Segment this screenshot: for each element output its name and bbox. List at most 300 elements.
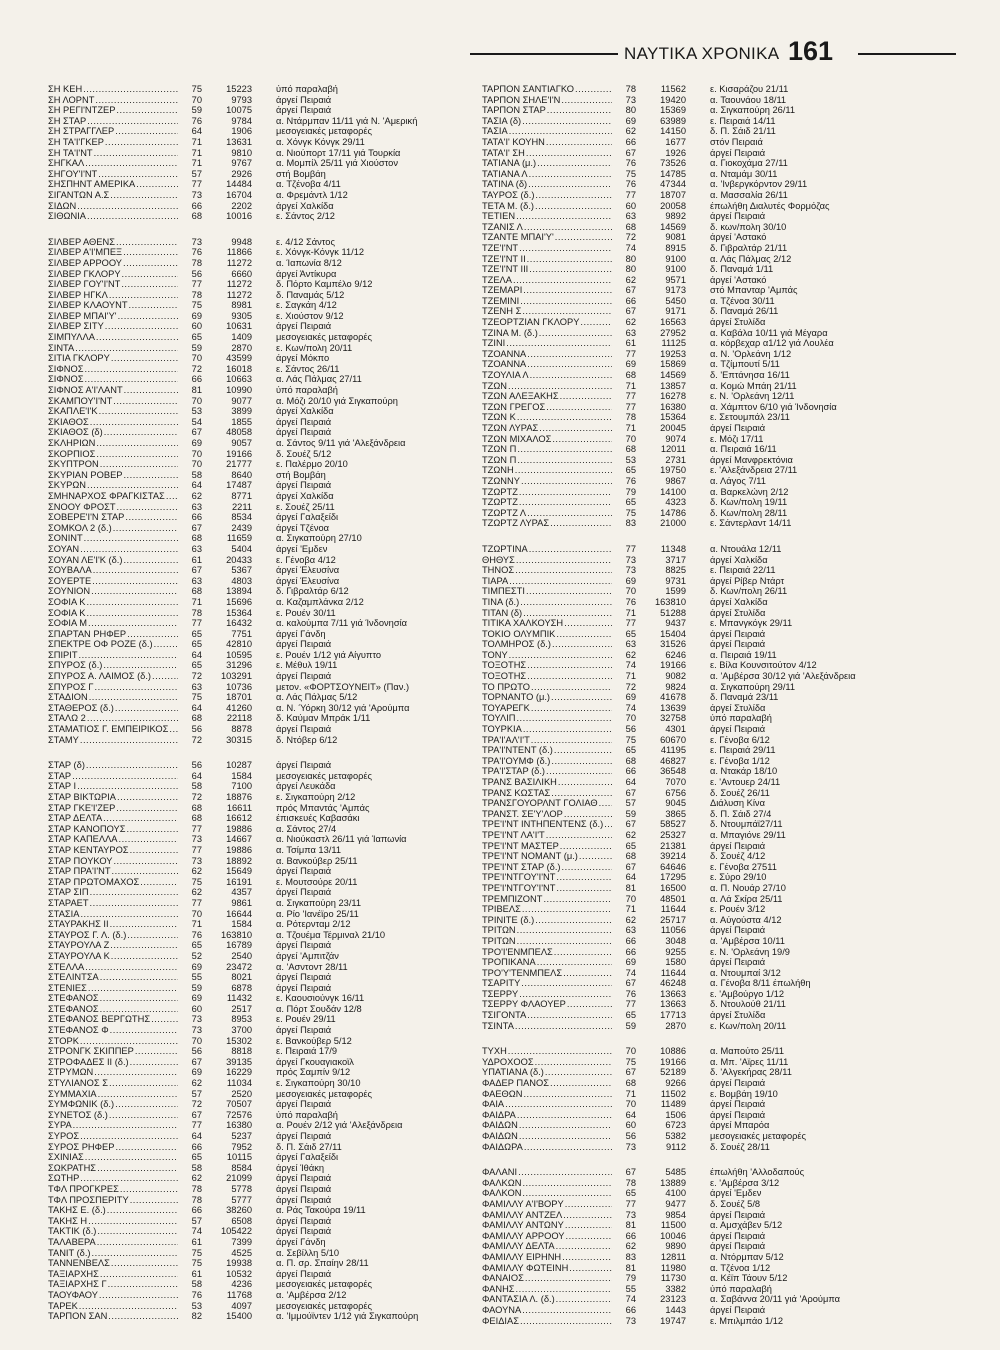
build-year: 65 xyxy=(625,497,636,508)
ship-name xyxy=(48,1067,178,1078)
ship-row xyxy=(48,364,466,375)
ship-name xyxy=(482,1067,612,1078)
ship-row xyxy=(482,1316,900,1327)
ship-status: ε. 'Αλεξάνδρεια 27/11 xyxy=(710,465,798,476)
ship-name xyxy=(482,243,612,254)
ship-row xyxy=(482,137,900,148)
ship-name-text: ΣΗ ΛΟΡΝΤ xyxy=(48,94,95,105)
ship-name-text: ΤΡΟΠΙΚΑΝΑ xyxy=(482,957,536,968)
ship-name xyxy=(48,1269,178,1280)
ship-status: δ. Π. Σάιδ 27/4 xyxy=(710,808,772,819)
ship-name-text: ΤΙΤΑΝ (δ) xyxy=(482,607,523,618)
ship-status: άργεί Ίθάκη xyxy=(276,1162,325,1173)
ship-name xyxy=(48,269,178,280)
build-year: 73 xyxy=(625,1209,636,1220)
tonnage: 11659 xyxy=(226,533,252,544)
ship-name xyxy=(48,565,178,576)
ship-name xyxy=(482,968,612,979)
ship-row xyxy=(48,396,466,407)
ship-name-text: ΣΤΑΡ ΚΑΠΕΛΛΑ xyxy=(48,834,118,845)
build-year: 65 xyxy=(625,745,636,756)
ship-name-text: ΣΤΕΦΑΝΟΣ ΒΕΡΓΩΤΗΣ xyxy=(48,1014,151,1025)
ship-row xyxy=(482,84,900,95)
ship-name xyxy=(48,909,178,920)
ship-name xyxy=(482,1241,612,1252)
tonnage: 16612 xyxy=(226,813,252,824)
ship-status: άργεί Χαλκίδα xyxy=(710,554,768,565)
build-year: 59 xyxy=(625,1020,636,1031)
ship-name-text: ΣΤΑΡ Ι xyxy=(48,781,77,792)
tonnage: 2870 xyxy=(231,342,252,353)
tonnage: 9477 xyxy=(665,1198,686,1209)
ship-row xyxy=(48,1142,466,1153)
ship-name-text: ΤΖΕΜΑΡΙ xyxy=(482,285,523,296)
tonnage: 9255 xyxy=(665,946,686,957)
tonnage: 5450 xyxy=(665,295,686,306)
ship-status: ε. Σύρο 29/10 xyxy=(710,872,767,883)
build-year: 60 xyxy=(625,200,636,211)
ship-row xyxy=(48,1205,466,1216)
ship-row xyxy=(482,487,900,498)
build-year: 69 xyxy=(625,359,636,370)
ship-row xyxy=(48,983,466,994)
tonnage: 1580 xyxy=(665,957,686,968)
tonnage: 14785 xyxy=(660,168,686,179)
tonnage: 18701 xyxy=(226,692,252,703)
build-year: 77 xyxy=(191,618,202,629)
ship-row xyxy=(48,321,466,332)
ship-name xyxy=(482,872,612,883)
ship-name xyxy=(482,660,612,671)
ship-name xyxy=(482,518,612,529)
tonnage: 8825 xyxy=(665,565,686,576)
build-year: 79 xyxy=(625,486,636,497)
build-year: 75 xyxy=(191,84,202,94)
ship-name-text: ΤΑΤΙΝΑ (δ) xyxy=(482,179,528,190)
tonnage: 4803 xyxy=(231,575,252,586)
ship-name xyxy=(482,169,612,180)
build-year: 71 xyxy=(625,904,636,915)
ship-name xyxy=(48,898,178,909)
ship-row xyxy=(48,512,466,523)
ship-status: ε. Σετουμπάλ 23/11 xyxy=(710,412,790,423)
tonnage: 15369 xyxy=(660,105,686,116)
ship-name xyxy=(482,137,612,148)
ship-status: πρός Μπαντάς 'Αμπάς xyxy=(276,802,370,813)
tonnage: 10595 xyxy=(226,649,252,660)
ship-name xyxy=(482,978,612,989)
ship-name-text: ΣΥΡΑ xyxy=(48,1120,72,1131)
build-year: 71 xyxy=(191,147,202,158)
ship-name xyxy=(48,321,178,332)
ship-name-text: ΥΔΡΟΧΟΟΣ xyxy=(482,1056,534,1067)
ship-status: α. 'Αμβέρσα 2/12 xyxy=(276,1289,347,1300)
tonnage: 19886 xyxy=(226,844,252,855)
tonnage: 8534 xyxy=(231,512,252,523)
tonnage: 63989 xyxy=(660,115,686,126)
tonnage: 23123 xyxy=(660,1294,686,1305)
ship-status: άργεί 'Αμπιτζάν xyxy=(276,950,339,961)
ship-name xyxy=(482,349,612,360)
tonnage: 9266 xyxy=(665,1078,686,1089)
ship-name-text: ΤΖΩΡΤΖ Λ xyxy=(482,507,527,518)
ship-row xyxy=(48,385,466,396)
ship-status: α. Τζένοα 30/11 xyxy=(710,295,775,306)
ship-name xyxy=(48,983,178,994)
build-year: 65 xyxy=(191,660,202,671)
ship-name xyxy=(48,597,178,608)
ship-name-text: ΣΙΔΩΝ xyxy=(48,200,77,211)
ship-row xyxy=(48,427,466,438)
ship-name xyxy=(482,1178,612,1189)
ship-name-text: ΘΗΘΥΣ xyxy=(482,554,515,565)
ship-row xyxy=(48,781,466,792)
tonnage: 9767 xyxy=(231,158,252,169)
ship-name-text: ΣΙΛΒΕΡ ΗΓΚΛ xyxy=(48,289,108,300)
build-year: 80 xyxy=(625,264,636,275)
ship-row xyxy=(482,639,900,650)
ship-name xyxy=(48,940,178,951)
ship-row xyxy=(48,586,466,597)
build-year: 65 xyxy=(625,840,636,851)
ship-status: α. κόρβεχαρ α1/12 γιά Λουλέα xyxy=(710,338,834,349)
ship-row xyxy=(48,544,466,555)
ship-name xyxy=(482,190,612,201)
ship-name xyxy=(48,1237,178,1248)
ship-name-text: ΤΖΩΝ ΑΛΕΞΑΚΗΣ xyxy=(482,391,559,402)
ship-name xyxy=(482,1021,612,1032)
ship-name-text: ΣΤΑΡ ΠΡΩΤΟΜΑΧΟΣ xyxy=(48,876,140,887)
ship-status: στή Βομβάη xyxy=(276,469,326,480)
tonnage: 15364 xyxy=(660,412,686,423)
ship-status: άργεί 'Εμδεν xyxy=(276,543,328,554)
ship-name xyxy=(482,555,612,566)
ship-row xyxy=(482,1241,900,1252)
build-year: 67 xyxy=(191,427,202,438)
ship-name xyxy=(482,179,612,190)
ship-name xyxy=(482,618,612,629)
ship-status: α. Πόρτ Σουδάν 12/8 xyxy=(276,1003,362,1014)
ship-status: άργεί Γκουαγιακοϊλ xyxy=(276,1056,354,1067)
ship-name-text: ΦΑΙΔΩΝ xyxy=(482,1131,518,1141)
build-year: 70 xyxy=(625,713,636,724)
ship-name-text: ΣΤΑΥΡΟΣ Γ. Λ. (δ.) xyxy=(48,929,127,940)
build-year: 74 xyxy=(625,660,636,671)
build-year: 64 xyxy=(625,777,636,787)
ship-status: δ. Σουέζ 4/12 xyxy=(710,851,766,862)
ship-name xyxy=(482,1110,612,1121)
ship-row xyxy=(482,745,900,756)
ship-name-text: ΣΤΑΥΡΟΥΛΑ Ζ xyxy=(48,940,110,951)
ship-status: άργεί Πειραιά xyxy=(710,1230,766,1241)
tonnage: 21000 xyxy=(660,518,686,529)
build-year: 68 xyxy=(191,713,202,724)
ship-name xyxy=(48,951,178,962)
build-year: 66 xyxy=(625,766,636,777)
ship-row xyxy=(482,412,900,423)
tonnage: 5777 xyxy=(231,1194,252,1205)
ship-row xyxy=(48,813,466,824)
ship-name-text: ΣΚΙΑΘΟΣ xyxy=(48,416,89,427)
ship-name xyxy=(48,1163,178,1174)
ship-name xyxy=(482,777,612,788)
ship-status: α. Νιούπορτ 17/11 γιά Τουρκία xyxy=(276,147,401,158)
ship-name-text: ΤΑΞΙΑΡΧΗΣ Γ xyxy=(48,1279,107,1290)
ship-row xyxy=(48,137,466,148)
build-year: 68 xyxy=(625,444,636,455)
ship-status: ύπό παραλαβή xyxy=(276,385,338,396)
ship-name-text: ΣΙΜΠΥΛΛΑ xyxy=(48,332,95,343)
ship-name xyxy=(48,629,178,640)
ship-row xyxy=(482,1089,900,1100)
ship-status: α. Βανκούβερ 25/11 xyxy=(276,855,358,866)
tonnage: 9305 xyxy=(231,310,252,321)
ship-row xyxy=(48,211,466,222)
tonnage: 1584 xyxy=(231,919,252,930)
tonnage: 52189 xyxy=(660,1067,686,1078)
ship-name-text: ΣΤΕΝΙΕΣ xyxy=(48,982,87,993)
ship-row xyxy=(48,95,466,106)
build-year: 53 xyxy=(191,1300,202,1311)
build-year: 72 xyxy=(191,671,202,682)
build-year: 65 xyxy=(191,628,202,639)
tonnage: 20045 xyxy=(660,423,686,433)
ship-name-text: ΤΕΤΑ Μ. (δ.) xyxy=(482,200,534,211)
build-year: 68 xyxy=(191,211,202,222)
tonnage: 19420 xyxy=(660,94,686,105)
ship-row xyxy=(48,148,466,159)
tonnage: 1855 xyxy=(231,416,252,427)
build-year: 73 xyxy=(191,189,202,200)
tonnage: 13889 xyxy=(660,1177,686,1188)
ship-row xyxy=(482,915,900,926)
build-year: 55 xyxy=(625,1283,636,1294)
ship-row xyxy=(48,1057,466,1068)
build-year: 58 xyxy=(191,469,202,480)
build-year: 66 xyxy=(191,512,202,523)
build-year: 72 xyxy=(625,232,636,243)
ship-name-text: ΤΡΕ'Ι'ΝΤ ΙΝΤΗΠΕΝΤΕΝΣ (δ.) xyxy=(482,819,604,830)
tonnage: 7751 xyxy=(231,628,252,639)
ship-name-text: ΤΙΜΠΕΣΤΙ xyxy=(482,586,525,597)
ship-status: άργεί Χαλκίδα xyxy=(710,596,768,607)
ship-status: ε. Ρουέν 30/11 xyxy=(276,607,336,618)
ship-row xyxy=(48,417,466,428)
ship-name xyxy=(482,1046,612,1057)
ship-status: άργεί Πειραιά xyxy=(276,639,332,650)
ship-status: α. Π. σρ. Σπαίην 28/11 xyxy=(276,1258,369,1269)
ship-row xyxy=(482,148,900,159)
ship-name xyxy=(48,279,178,290)
ship-row xyxy=(48,887,466,898)
ship-status: ε. Γένοβα 6/12 xyxy=(710,734,770,745)
ship-status: άργεί Πειραιά xyxy=(710,147,766,158)
tonnage: 5237 xyxy=(231,1131,252,1141)
ship-status: μεσογειακές μεταφορές xyxy=(276,332,373,343)
ship-name-text: ΦΑΙΔΡΑ xyxy=(482,1109,516,1120)
ship-row xyxy=(482,586,900,597)
ship-status: δ. Παναμά 23/11 xyxy=(710,692,779,703)
ship-name xyxy=(48,364,178,375)
ship-name xyxy=(48,650,178,661)
ship-status: δ. 'Επτάνησα 16/11 xyxy=(710,370,790,381)
ship-name-text: ΤΣΕΡΡΥ ΦΛΑΟΥΕΡ xyxy=(482,999,566,1010)
build-year: 83 xyxy=(625,518,636,529)
build-year: 61 xyxy=(191,1236,202,1247)
tonnage: 2870 xyxy=(665,1020,686,1031)
ship-status: α. Τζίμπουτί 5/11 xyxy=(710,359,780,370)
tonnage: 10115 xyxy=(226,1152,252,1163)
build-year: 63 xyxy=(625,925,636,936)
ship-name-text: ΦΑΛΚΟΝ xyxy=(482,1188,522,1199)
tonnage: 10532 xyxy=(226,1268,252,1279)
ship-status: άργεί Πειραιά xyxy=(276,760,332,771)
ship-row xyxy=(48,1184,466,1195)
tonnage: 16380 xyxy=(226,1120,252,1131)
ship-name xyxy=(482,95,612,106)
ship-row xyxy=(48,1120,466,1131)
ship-row xyxy=(48,279,466,290)
tonnage: 47344 xyxy=(660,179,686,190)
ship-name-text: ΤΑΡΠΟΝ ΣΤΑΡ xyxy=(482,105,546,116)
ship-name xyxy=(48,1089,178,1100)
ship-row xyxy=(48,1248,466,1259)
ship-name xyxy=(482,508,612,519)
ship-name-text: ΤΖΩΡΤΙΝΑ xyxy=(482,543,528,554)
ship-name-text: ΣΤΑΜΑΤΙΟΣ Γ. ΕΜΠΕΙΡΙΚΟΣ xyxy=(48,724,169,735)
ship-status: άργεί Πειραιά xyxy=(276,866,332,877)
ship-name xyxy=(482,671,612,682)
tonnage: 21381 xyxy=(660,840,686,851)
tonnage: 14569 xyxy=(660,370,686,381)
ship-row xyxy=(482,904,900,915)
ship-row xyxy=(482,947,900,958)
tonnage: 5485 xyxy=(665,1167,686,1178)
tonnage: 1906 xyxy=(231,126,252,137)
tonnage: 11056 xyxy=(660,925,686,936)
tonnage: 13663 xyxy=(660,988,686,999)
ship-name-text: ΣΠΕΚΤΡΕ ΟΦ ΡΟΖΕ (δ.) xyxy=(48,639,153,650)
tonnage: 11644 xyxy=(660,967,686,978)
ship-status: άργεί Πειραιά xyxy=(710,628,766,639)
tonnage: 8981 xyxy=(231,300,252,311)
ship-name xyxy=(482,126,612,137)
ship-name xyxy=(48,438,178,449)
ship-name xyxy=(48,1057,178,1068)
tonnage: 9437 xyxy=(665,618,686,629)
ship-row xyxy=(48,1226,466,1237)
build-year: 67 xyxy=(625,819,636,830)
tonnage: 16789 xyxy=(226,940,252,951)
tonnage: 3048 xyxy=(665,935,686,946)
ship-row xyxy=(48,660,466,671)
ship-row xyxy=(48,332,466,343)
build-year: 67 xyxy=(625,1167,636,1178)
ship-name xyxy=(482,957,612,968)
build-year: 61 xyxy=(625,338,636,349)
ship-row xyxy=(48,713,466,724)
ship-name-text: ΣΙΛΒΕΡ ΑΘΕΝΣ xyxy=(48,236,115,247)
tonnage: 7952 xyxy=(231,1141,252,1152)
build-year: 78 xyxy=(191,1183,202,1194)
ship-status: άργεί Λευκάδα xyxy=(276,781,336,792)
ship-row xyxy=(48,533,466,544)
ship-name-text: ΤΣΑΡΙΤΥ xyxy=(482,978,521,989)
ship-name-text: ΣΗ ΤΑ'Ι'ΓΚΕΡ xyxy=(48,136,104,147)
tonnage: 9854 xyxy=(665,1209,686,1220)
ship-status: άργεί 'Αστακό xyxy=(710,232,767,243)
ship-row xyxy=(482,1120,900,1131)
ship-row xyxy=(48,834,466,845)
ship-name xyxy=(482,402,612,413)
ship-name xyxy=(482,682,612,693)
ship-status: έπωλήθη Διαλυτές Φορμόζας xyxy=(710,200,830,211)
ship-name xyxy=(482,1199,612,1210)
build-year: 65 xyxy=(191,639,202,650)
build-year: 58 xyxy=(191,1162,202,1173)
ship-name xyxy=(482,851,612,862)
ship-group xyxy=(482,1046,900,1152)
build-year: 67 xyxy=(191,565,202,576)
ship-name-text: ΤΑΣΙΑ xyxy=(482,126,508,137)
build-year: 78 xyxy=(625,412,636,423)
ship-name-text: ΣΙΦΝΟΣ xyxy=(48,363,84,374)
ship-status: ε. 'Αμβέρσα 3/12 xyxy=(710,1177,780,1188)
ship-status: α. Βαρκελώνη 2/12 xyxy=(710,486,789,497)
build-year: 66 xyxy=(191,1141,202,1152)
ship-name-text: ΤΦΛ ΠΡΟΓΚΡΕΣ xyxy=(48,1183,119,1194)
ship-name-text: ΣΥΝΕΤΟΣ (δ.) xyxy=(48,1109,108,1120)
ship-name-text: ΤΖΩΝ ΜΙΧΑΛΟΣ xyxy=(482,433,552,444)
ship-status: δ. Κων/πολη 19/11 xyxy=(710,497,788,508)
ship-name-text: ΦΑΜΙΛΛΥ ΕΙΡΗΝΗ xyxy=(482,1251,562,1262)
tonnage: 11272 xyxy=(226,279,252,290)
ship-row xyxy=(48,1290,466,1301)
ship-row xyxy=(482,925,900,936)
build-year: 68 xyxy=(191,802,202,813)
tonnage: 14150 xyxy=(660,126,686,137)
ship-name-text: ΣΙΤΙΑ ΓΚΛΟΡΥ xyxy=(48,353,110,364)
tonnage: 105422 xyxy=(220,1226,252,1237)
ship-status: άργεί Πειραιά xyxy=(276,724,332,735)
tonnage: 15649 xyxy=(226,866,252,877)
ship-name-text: ΤΖΩΡΤΖ xyxy=(482,486,518,497)
ship-name xyxy=(482,1305,612,1316)
ship-name-text: ΣΩΚΡΑΤΗΣ xyxy=(48,1162,97,1173)
build-year: 64 xyxy=(625,872,636,883)
ship-name-text: ΤΑΤΑ'Ι' ΣΗ xyxy=(482,147,525,158)
ship-name-text: ΥΠΑΤΙΑΝΑ (δ.) xyxy=(482,1067,544,1078)
tonnage: 41195 xyxy=(660,745,686,756)
ship-status: δ. Ντουμπάϊ27/11 xyxy=(710,819,783,830)
tonnage: 38260 xyxy=(226,1205,252,1216)
ship-name xyxy=(48,692,178,703)
ship-name xyxy=(482,756,612,767)
build-year: 70 xyxy=(191,448,202,459)
ship-status: άργεί Πειραιά xyxy=(276,887,332,898)
ship-name-text: ΤΟΛΜΗΡΟΣ (δ.) xyxy=(482,639,551,650)
ship-row xyxy=(48,919,466,930)
ship-name xyxy=(482,904,612,915)
tonnage: 14100 xyxy=(660,486,686,497)
ship-status: α. Ίαπωνία 8/12 xyxy=(276,257,342,268)
ship-name xyxy=(482,915,612,926)
ship-name xyxy=(482,925,612,936)
ship-row xyxy=(482,1294,900,1305)
build-year: 77 xyxy=(625,401,636,412)
ship-name xyxy=(482,1099,612,1110)
ship-status: άργεί Πειραιά xyxy=(276,1215,332,1226)
